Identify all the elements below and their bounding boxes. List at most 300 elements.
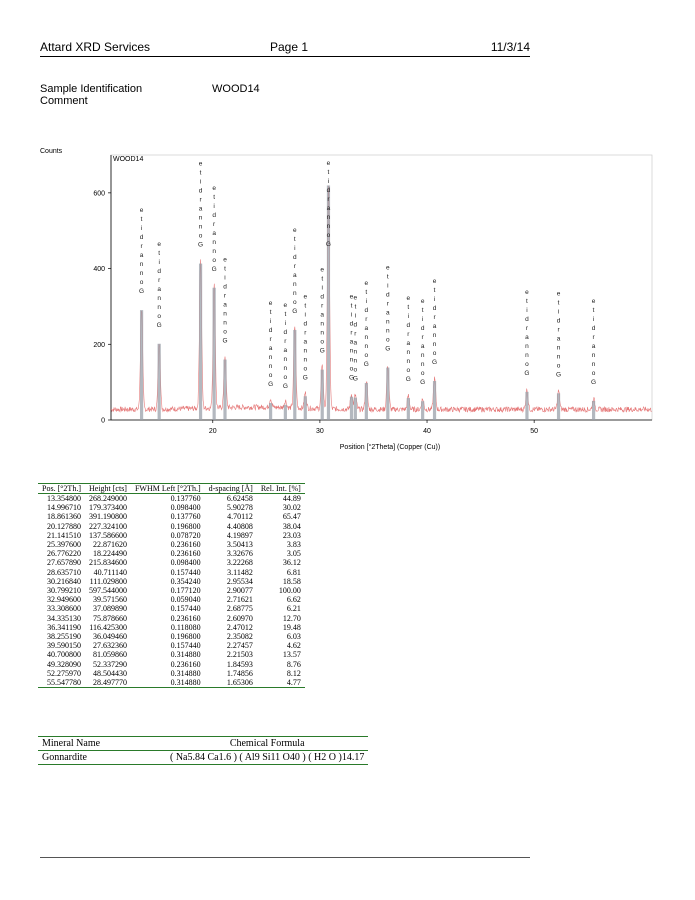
table-cell: 0.157440 [170,604,201,614]
table-cell: 30.216840 [46,576,81,586]
peak-bar [421,401,424,420]
table-cell: 4.62 [286,641,301,651]
table-cell: 3.32676 [226,549,253,559]
table-cell: 0.354240 [170,576,201,586]
peak-label-char: i [526,306,528,314]
table-cell: 0.157440 [170,641,201,651]
peak-label-char: n [283,364,288,372]
table-cell: 14.996710 [46,503,81,513]
peak-label-char: G [139,288,145,296]
peak-label-char: o [198,232,203,240]
peak-bar [354,398,357,420]
peak-label-char: n [420,361,425,369]
peak-label-char: e [386,264,390,272]
peak-label-char: o [268,372,273,380]
table-cell: 3.83 [286,540,301,550]
table-row [38,660,305,669]
peak-label-char: o [420,370,425,378]
table-cell: 37.089890 [92,604,127,614]
peak-label-char: i [158,258,160,266]
table-cell: 3.22268 [226,558,253,568]
peak-label-char: a [386,309,390,317]
peak-label-char: d [212,211,216,219]
peak-label-char: n [303,347,308,355]
peak-label-char: a [353,339,358,347]
table-cell: 23.03 [282,530,301,540]
peak-label-char: a [591,342,596,350]
peak-label-char: t [592,306,595,314]
peak-bar [557,393,560,420]
peak-label-char: G [211,265,217,273]
peak-bar [158,344,161,420]
peak-label-char: e [268,300,273,308]
peak-label-char: n [320,329,325,337]
peak-label-char: n [349,347,354,355]
table-cell: 0.137760 [170,512,201,522]
table-cell: 0.314880 [170,650,201,660]
table-cell: 2.35082 [226,632,253,642]
peak-label-char: n [525,342,529,350]
peak-label-char: o [386,336,390,344]
peak-label-char: G [325,241,331,248]
peak-label-char: t [433,286,436,294]
peak-label-char: r [525,324,529,332]
table-cell: 75.878660 [92,613,127,623]
peak-table-header: d-spacing [Å] [205,484,257,494]
peak-label-char: r [433,313,436,321]
y-tick-label: 400 [93,266,105,274]
table-cell: 0.196800 [170,521,201,531]
peak-label-char: t [327,169,330,176]
peak-label-char: a [268,345,273,353]
peak-label-char: d [364,306,369,314]
peak-label-char: r [269,336,272,344]
sample-id-value: WOOD14 [212,83,260,95]
table-cell: 2.60970 [226,613,253,623]
peak-label-char: n [212,247,216,255]
peak-label-char: r [304,329,307,337]
peak-label-char: o [283,373,288,381]
table-cell: 55.547780 [38,678,85,688]
peak-label-char: a [420,343,425,351]
table-cell: 22.871620 [92,540,127,550]
peak-label-char: d [303,320,308,328]
peak-label-char: o [303,365,308,373]
table-cell: 19.48 [282,622,301,632]
table-cell: 25.397600 [46,540,81,550]
table-cell: 2.95534 [226,576,253,586]
table-cell: 4.19897 [226,530,253,540]
peak-label-char: r [293,262,296,270]
peak-label-char: e [525,288,529,296]
table-cell: 44.89 [282,494,301,503]
table-cell: 49.328090 [46,659,81,669]
peak-label-char: G [348,374,355,382]
peak-label-char: G [420,379,426,387]
peak-label-char: n [157,294,161,302]
peak-label-char: n [223,319,227,327]
peak-label-char: n [223,310,227,318]
table-cell: 52.275970 [46,668,81,678]
peak-label-char: a [303,338,308,346]
table-cell: 65.47 [282,512,301,522]
peak-label-char: n [406,358,411,366]
peak-label-char: o [320,338,325,346]
peak-label-char: e [292,226,297,234]
peak-label-char: n [353,357,358,365]
table-cell: 32.949600 [46,595,81,605]
peak-label-char: e [326,160,331,167]
peak-label-char: e [320,266,325,274]
table-cell: 597.544000 [88,586,127,596]
peak-label-char: o [223,328,227,336]
x-tick-label: 40 [423,428,431,435]
mineral-name: Gonnardite [38,751,166,765]
peak-label-char: o [556,362,561,370]
peak-label-char: n [212,238,216,246]
peak-label-char: d [349,320,354,328]
peak-label-char: G [268,381,274,389]
peak-label-char: a [525,333,529,341]
peak-bar [140,310,143,420]
peak-label-char: G [352,375,358,383]
peak-label-char: G [292,307,298,315]
peak-label-char: o [157,312,161,320]
peak-label-char: o [349,365,354,373]
chart-title: WOOD14 [113,156,144,163]
peak-label-char: n [386,318,390,326]
y-tick-label: 0 [101,417,105,425]
peak-label-char: r [557,326,560,334]
table-cell: 40.700800 [46,650,81,660]
table-cell: 6.03 [286,632,301,642]
peak-label-char: n [326,214,331,221]
peak-label-char: e [406,295,411,303]
peak-label-char: n [139,270,144,278]
table-row [38,540,305,549]
peak-label-char: t [304,302,307,310]
table-cell: 5.90278 [226,503,253,513]
peak-label-char: e [283,301,288,309]
peak-label-char: e [303,293,308,301]
peak-label-char: e [353,294,358,302]
table-cell: 100.00 [278,586,301,596]
peak-bar [350,397,353,420]
table-cell: 1.65306 [205,678,257,688]
peak-label-char: i [294,244,296,252]
table-row [38,595,305,604]
table-cell: 38.255190 [46,632,81,642]
table-cell: 27.657890 [46,558,81,568]
table-cell: 2.27457 [226,641,253,651]
peak-label-char: i [592,315,595,323]
peak-table-header: Rel. Int. [%] [257,484,305,494]
peak-label-char: e [198,160,203,168]
table-cell: 36.049460 [92,632,127,642]
peak-label-char: i [407,313,410,321]
peak-bar [407,398,410,420]
peak-label-char: n [303,356,308,364]
table-cell: 0.236160 [170,540,201,550]
chemical-formula-header: Chemical Formula [166,737,368,751]
peak-label-char: d [268,327,273,335]
table-cell: 0.059040 [170,595,201,605]
table-cell: 39.590150 [46,641,81,651]
table-row [38,503,305,512]
peak-label-char: r [223,292,227,300]
table-row [38,549,305,558]
table-cell: 26.776220 [46,549,81,559]
peak-label-char: t [284,310,287,318]
table-cell: 30.799210 [46,586,81,596]
peak-bar [269,403,272,420]
y-tick-label: 600 [93,190,105,198]
peak-label-char: o [139,279,144,287]
peak-label-char: G [282,382,288,390]
table-cell: 8.76 [286,659,301,669]
peak-label-char: i [354,312,357,320]
table-cell: 4.77 [257,678,305,688]
peak-label-char: i [387,282,389,290]
page-number: Page 1 [270,40,309,54]
peak-label-char: a [556,335,561,343]
table-row [38,568,305,577]
peak-label-char: d [157,267,161,275]
table-cell: 81.059860 [92,650,127,660]
table-row [38,531,305,540]
table-cell: 0.236160 [170,613,201,623]
table-cell: 227.324100 [88,521,127,531]
peak-label-char: a [349,338,354,346]
peak-label-char: i [365,297,368,305]
peak-label-char: G [524,369,530,377]
peak-label-char: o [326,232,331,239]
table-cell: 30.02 [282,503,301,513]
table-row [38,623,305,632]
peak-label-char: t [213,193,216,201]
peak-bar [321,370,324,420]
peak-label-char: a [198,205,203,213]
measured-pattern-line [111,186,652,412]
peak-label-char: G [405,376,411,384]
x-tick-label: 50 [530,428,539,435]
table-cell: 4.40808 [226,521,253,531]
table-cell: 0.177120 [170,586,201,596]
peak-label-char: a [223,301,227,309]
peak-label-char: e [364,279,369,287]
peak-label-char: n [320,320,325,328]
x-axis-label: Position [°2Theta] (Copper (Cu)) [339,444,441,451]
peak-label-char: t [269,309,272,317]
peak-label-char: G [302,374,308,382]
table-cell: 33.308600 [46,604,81,614]
peak-label-char: n [420,352,425,360]
table-cell: 1.84593 [226,659,253,669]
table-row [38,641,305,650]
peak-label-char: d [139,234,144,242]
peak-label-char: n [364,342,369,350]
peak-label-char: d [326,187,331,194]
peak-label-char: t [199,169,202,177]
peak-label-char: t [365,288,368,296]
peak-label-char: d [420,325,425,333]
peak-label-char: t [526,297,528,305]
peak-label-char: e [349,293,354,301]
table-cell: 0.157440 [170,567,201,577]
peak-label-char: i [421,316,424,324]
peak-label-char: r [321,302,324,310]
peak-label-char: e [432,277,437,285]
y-tick-label: 200 [93,341,105,349]
peak-label-char: i [557,308,560,316]
table-cell: 2.47012 [226,622,253,632]
peak-label-char: e [157,240,161,248]
table-cell: 137.586600 [88,530,127,540]
peak-bar [293,330,296,420]
peak-label-char: i [304,311,307,319]
peak-label-char: d [556,317,561,325]
peak-label-char: r [365,315,368,323]
peak-label-char: t [421,307,424,315]
x-tick-label: 30 [316,428,324,435]
peak-label-char: G [363,360,369,368]
mineral-row [38,751,368,765]
peak-label-char: n [198,223,203,231]
peak-label-char: i [224,274,226,282]
table-row [38,632,305,641]
table-cell: 0.098400 [170,503,201,513]
peak-label-char: i [321,284,323,292]
peak-label-char: i [327,178,330,185]
table-cell: 111.029800 [89,576,127,586]
peak-label-char: d [223,283,227,291]
peak-label-char: o [591,369,596,377]
peak-label-char: G [222,337,228,345]
peak-table-header: Height [cts] [85,484,131,494]
y-axis-label: Counts [40,148,63,155]
peak-label-char: d [406,322,411,330]
table-cell: 34.335130 [46,613,81,623]
peak-label-char: i [350,311,353,319]
peak-label-char: n [353,348,358,356]
peak-label-char: d [386,291,390,299]
x-tick-label: 20 [208,428,217,435]
peak-bar [386,368,389,420]
peak-label-char: r [327,196,330,203]
table-row [38,494,305,504]
table-cell: 3.50413 [226,540,253,550]
plot-area [111,155,652,420]
peak-label-char: e [591,297,596,305]
peak-label-char: n [292,280,297,288]
peak-label-char: d [353,321,358,329]
table-cell: 3.11482 [227,567,253,577]
peak-label-char: t [140,216,143,224]
peak-label-char: t [407,304,410,312]
peak-label-char: n [406,349,411,357]
peak-label-char: a [364,324,369,332]
table-row [38,512,305,521]
peak-label-char: o [292,298,297,306]
table-row [38,558,305,567]
peak-label-char: n [157,303,161,311]
table-cell: 215.834600 [88,558,127,568]
peak-label-char: G [156,321,162,329]
peak-table-header: FWHM Left [°2Th.] [131,484,205,494]
peak-label-char: o [406,367,411,375]
table-cell: 6.21 [286,604,301,614]
peak-label-char: n [292,289,297,297]
peak-label-char: e [223,256,227,264]
peak-label-char: G [432,358,438,366]
table-cell: 0.236160 [170,549,201,559]
table-row [38,678,305,688]
peak-label-char: n [432,340,437,348]
peak-label-char: n [525,351,529,359]
table-cell: 12.70 [282,613,301,623]
table-cell: 3.05 [286,549,301,559]
peak-label-char: G [591,378,597,386]
table-row [38,669,305,678]
peak-label-char: e [556,290,561,298]
peak-label-char: i [199,178,202,186]
comment-label: Comment [40,95,88,107]
peak-label-char: a [326,205,331,212]
table-cell: 0.236160 [170,659,201,669]
peak-label-char: n [139,261,144,269]
table-cell: 36.12 [282,558,301,568]
peak-label-char: t [557,299,560,307]
table-cell: 6.62458 [226,494,253,503]
table-cell: 6.62 [286,595,301,605]
company-name: Attard XRD Services [40,40,151,54]
table-cell: 18.58 [282,576,301,586]
table-cell: 6.81 [286,567,301,577]
table-row [38,650,305,659]
sample-id-label: Sample Identification [40,83,143,95]
peak-label-char: n [283,355,288,363]
table-cell: 0.314880 [170,668,201,678]
peak-label-char: r [158,276,161,284]
peak-label-char: t [354,303,357,311]
table-row [38,614,305,623]
peak-label-char: d [283,328,288,336]
peak-label-char: n [556,344,561,352]
peak-label-char: a [139,252,144,260]
peak-label-char: r [592,333,595,341]
peak-label-char: i [433,295,436,303]
peak-label-char: t [158,249,161,257]
peak-bar [223,360,226,420]
table-cell: 18.224490 [92,549,127,559]
peak-label-char: e [139,207,144,215]
peak-label-char: n [432,331,437,339]
table-cell: 268.249000 [88,494,127,503]
peak-label-char: o [432,349,437,357]
table-cell: 38.04 [282,521,301,531]
peak-label-char: t [293,235,296,243]
table-cell: 2.21503 [226,650,253,660]
table-cell: 2.90077 [226,586,253,596]
table-row [38,522,305,531]
peak-label-char: n [349,356,354,364]
peak-list-table [38,483,305,688]
peak-label-char: r [407,331,410,339]
peak-label-char: n [591,360,596,368]
peak-label-char: d [320,293,325,301]
peak-label-char: a [212,229,216,237]
peak-label-char: i [213,202,215,210]
